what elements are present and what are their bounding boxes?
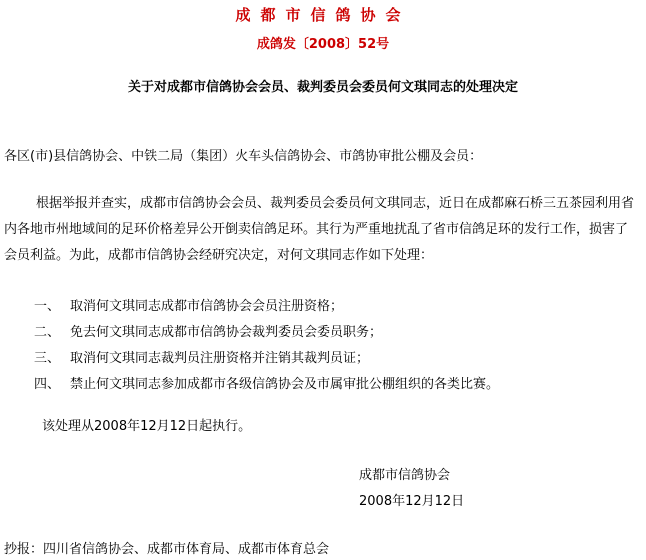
decision-item bbox=[34, 321, 382, 340]
decision-item-number: 二、 bbox=[34, 325, 61, 340]
decision-item bbox=[34, 347, 369, 366]
decision-item-text: 取消何文琪同志成都市信鸽协会会员注册资格； bbox=[70, 299, 344, 314]
body-paragraph-text: 根据举报并查实，成都市信鸽协会会员、裁判委员会委员何文琪同志，近日在成都麻石桥三五茶园利用省内各地市州地域间的足环价格差异公开倒卖信鸽足环。其行为严重地扰乱了省市信鸽足环的发行工作，损害了会员利益。为此，成都市信鸽协会经研究决定，对何文琪同志作如下处理： bbox=[4, 196, 635, 263]
signature-org: 成都市信鸽协会 bbox=[359, 468, 451, 483]
decision-item-number: 三、 bbox=[34, 351, 61, 366]
effective-date-statement: 该处理从2008年12月12日起执行。 bbox=[42, 419, 252, 434]
decision-item-text: 免去何文琪同志成都市信鸽协会裁判委员会委员职务； bbox=[70, 325, 383, 340]
document-number: 成鸽发〔2008〕52号 bbox=[256, 37, 390, 52]
addressee: 各区(市)县信鸽协会、中铁二局（集团）火车头信鸽协会、市鸽协审批公棚及会员： bbox=[4, 149, 483, 164]
decision-item bbox=[34, 373, 499, 392]
cc-list: 抄报：四川省信鸽协会、成都市体育局、成都市体育总会 bbox=[4, 542, 330, 557]
decision-item-text: 禁止何文琪同志参加成都市各级信鸽协会及市属审批公棚组织的各类比赛。 bbox=[70, 377, 500, 392]
body-paragraph bbox=[4, 191, 640, 269]
document-title: 关于对成都市信鸽协会会员、裁判委员会委员何文琪同志的处理决定 bbox=[127, 80, 518, 95]
signature-date: 2008年12月12日 bbox=[359, 494, 465, 509]
decision-item bbox=[34, 295, 343, 314]
decision-item-text: 取消何文琪同志裁判员注册资格并注销其裁判员证； bbox=[70, 351, 370, 366]
org-title: 成都市信鸽协会 bbox=[235, 6, 411, 24]
decision-item-number: 四、 bbox=[34, 377, 61, 392]
decision-item-number: 一、 bbox=[34, 299, 61, 314]
